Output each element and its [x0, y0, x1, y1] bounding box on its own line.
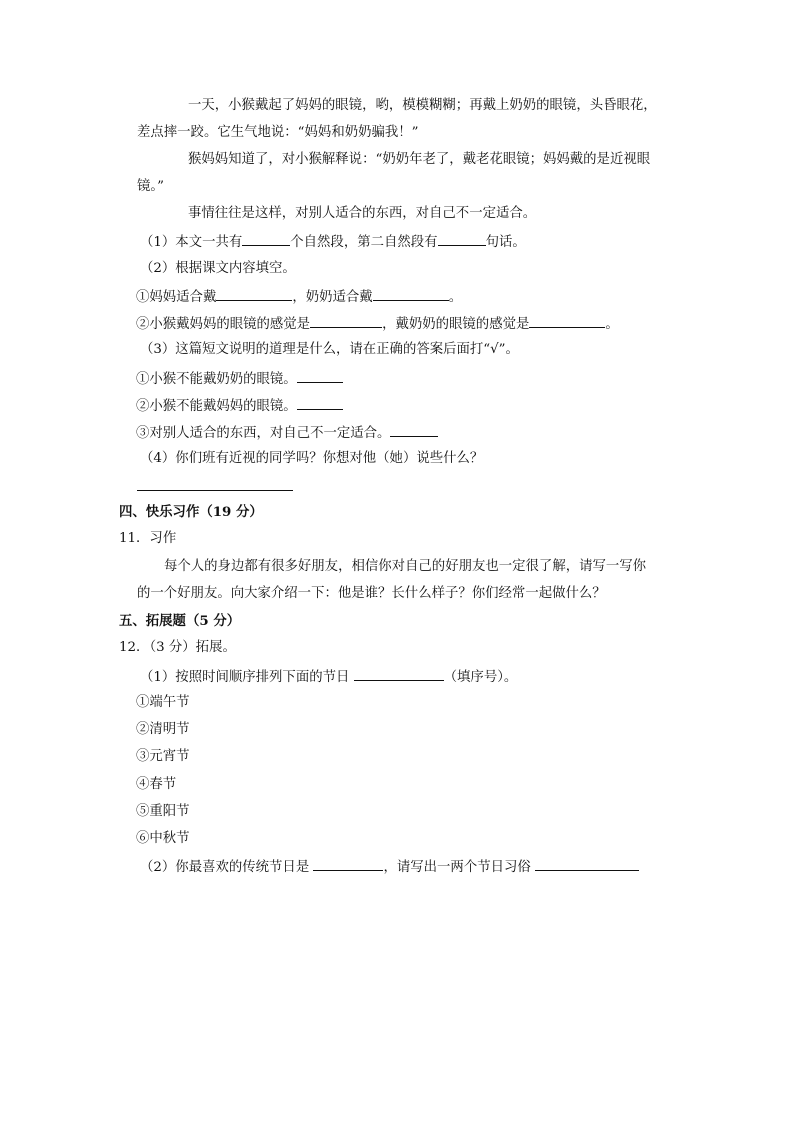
passage-p2-line1: 猴妈妈知道了，对小猴解释说：“奶奶年老了，戴老花眼镜；妈妈戴的是近视眼: [188, 152, 651, 167]
q3-opt2-text: ②小猴不能戴妈妈的眼镜。: [136, 399, 297, 414]
q2-item1-text-b: ，奶奶适合戴: [292, 290, 373, 305]
q12-sub1-blank-order[interactable]: [354, 667, 444, 681]
section-5-heading: 五、拓展题（5 分）: [119, 613, 241, 629]
q3-opt3-text: ③对别人适合的东西，对自己不一定适合。: [136, 426, 391, 441]
question-2-item-2: [136, 314, 619, 334]
question-11-label: 11．习作: [119, 531, 177, 546]
q2-blank-mom-glasses[interactable]: [216, 287, 292, 301]
q1-text-b: 个自然段，第二自然段有: [290, 235, 438, 250]
passage-p1-line1: 一天，小猴戴起了妈妈的眼镜，哟，模模糊糊；再戴上奶奶的眼镜，头昏眼花，: [188, 98, 657, 113]
festival-item: ③元宵节: [136, 749, 190, 764]
writing-prompt-line2: 的一个好朋友。向大家介绍一下：他是谁？长什么样子？你们经常一起做什么？: [137, 586, 606, 601]
question-2-title: （2）根据课文内容填空。: [140, 261, 296, 276]
q3-opt1-text: ①小猴不能戴奶奶的眼镜。: [136, 372, 297, 387]
question-3-option-3: [136, 423, 438, 443]
q3-opt1-blank[interactable]: [297, 369, 343, 383]
q12-sub1-text-a: （1）按照时间顺序排列下面的节日: [140, 670, 350, 685]
q4-answer-blank[interactable]: [137, 490, 293, 491]
question-3-option-2: [136, 396, 343, 416]
q1-blank-paragraphs[interactable]: [242, 232, 290, 246]
q12-sub2-blank-festival[interactable]: [313, 857, 383, 871]
q2-blank-grandma-feeling[interactable]: [529, 314, 605, 328]
q2-blank-grandma-glasses[interactable]: [373, 287, 449, 301]
q2-item2-text-b: ，戴奶奶的眼镜的感觉是: [382, 317, 530, 332]
q1-blank-sentences[interactable]: [438, 232, 486, 246]
section-4-heading: 四、快乐习作（19 分）: [119, 504, 263, 520]
q12-sub2-text-b: ，请写出一两个节日习俗: [383, 860, 531, 875]
q2-item2-text-a: ②小猴戴妈妈的眼镜的感觉是: [136, 317, 311, 332]
q2-item1-text-c: 。: [448, 290, 463, 305]
q2-blank-mom-feeling[interactable]: [310, 314, 382, 328]
festival-item: ⑤重阳节: [136, 804, 190, 819]
q2-item1-text-a: ①妈妈适合戴: [136, 290, 217, 305]
question-3-option-1: [136, 369, 343, 389]
passage-p2-line2: 镜。”: [137, 179, 164, 194]
q12-sub2-blank-customs[interactable]: [535, 857, 639, 871]
writing-prompt-line1: 每个人的身边都有很多好朋友，相信你对自己的好朋友也一定很了解，请写一写你: [164, 559, 647, 574]
q2-item2-text-c: 。: [605, 317, 619, 332]
question-1: [140, 232, 526, 252]
q1-text-a: （1）本文一共有: [140, 235, 243, 250]
festival-item: ②清明节: [136, 722, 190, 737]
question-2-item-1: [136, 287, 462, 307]
question-4-title: （4）你们班有近视的同学吗？你想对他（她）说些什么？: [140, 451, 484, 466]
q1-text-c: 句话。: [485, 235, 526, 250]
question-12-sub-1: [140, 667, 517, 687]
q12-sub1-text-b: （填序号）。: [443, 670, 518, 685]
festival-item: ①端午节: [136, 695, 190, 710]
festival-item: ④春节: [136, 777, 177, 792]
q12-sub2-text-a: （2）你最喜欢的传统节日是: [140, 860, 310, 875]
question-3-title: （3）这篇短文说明的道理是什么，请在正确的答案后面打“√”。: [140, 342, 519, 357]
passage-p1-line2: 差点摔一跤。它生气地说：“妈妈和奶奶骗我！”: [137, 125, 419, 140]
q3-opt2-blank[interactable]: [297, 396, 343, 410]
q3-opt3-blank[interactable]: [390, 423, 438, 437]
question-12-label: 12．（3 分）拓展。: [119, 640, 236, 655]
festival-item: ⑥中秋节: [136, 831, 190, 846]
question-12-sub-2: [140, 857, 639, 877]
passage-p3: 事情往往是这样，对别人适合的东西，对自己不一定适合。: [188, 206, 537, 221]
